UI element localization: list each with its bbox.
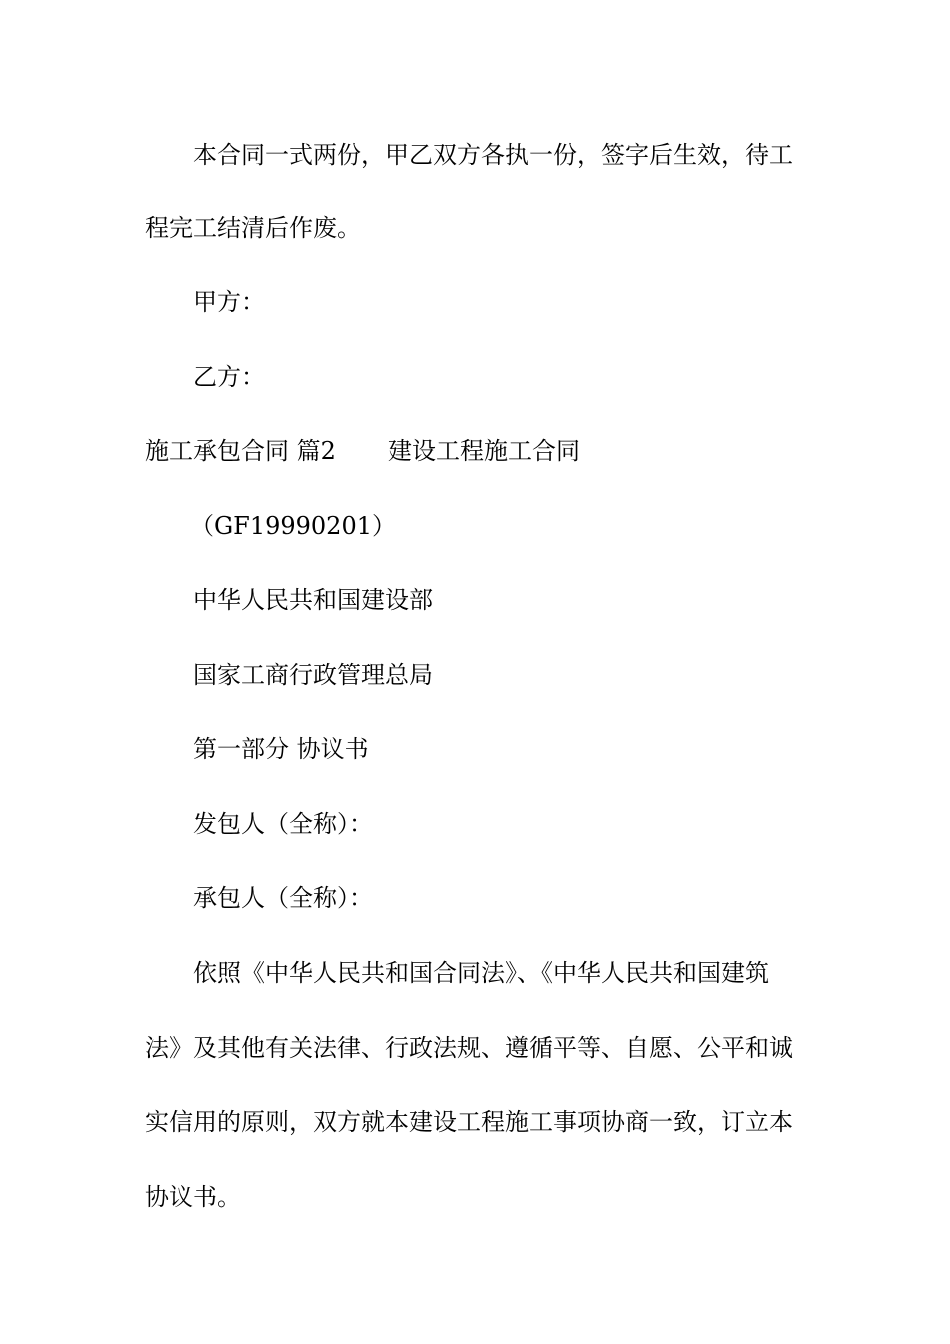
- section-label: 施工承包合同 篇2: [145, 437, 336, 465]
- paragraph-line: 协议书。: [145, 1183, 241, 1211]
- part-heading: 第一部分 协议书: [193, 735, 369, 763]
- party-b-label: 乙方：: [193, 363, 265, 391]
- paragraph-line: 本合同一式两份，甲乙双方各执一份，签字后生效，待工: [193, 141, 793, 169]
- section-title: 建设工程施工合同: [388, 437, 580, 465]
- issuer-line: 中华人民共和国建设部: [193, 586, 433, 614]
- party-a-label: 甲方：: [193, 288, 265, 316]
- contractor-field-label: 承包人（全称）：: [193, 884, 373, 912]
- employer-field-label: 发包人（全称）：: [193, 810, 373, 838]
- document-code: （GF19990201）: [190, 512, 396, 540]
- paragraph-line: 程完工结清后作废。: [145, 214, 361, 242]
- paragraph-line: 实信用的原则，双方就本建设工程施工事项协商一致，订立本: [145, 1108, 793, 1136]
- issuer-line: 国家工商行政管理总局: [193, 661, 433, 689]
- paragraph-line: 依照《中华人民共和国合同法》、《中华人民共和国建筑: [193, 959, 769, 987]
- paragraph-line: 法》及其他有关法律、行政法规、遵循平等、自愿、公平和诚: [145, 1034, 793, 1062]
